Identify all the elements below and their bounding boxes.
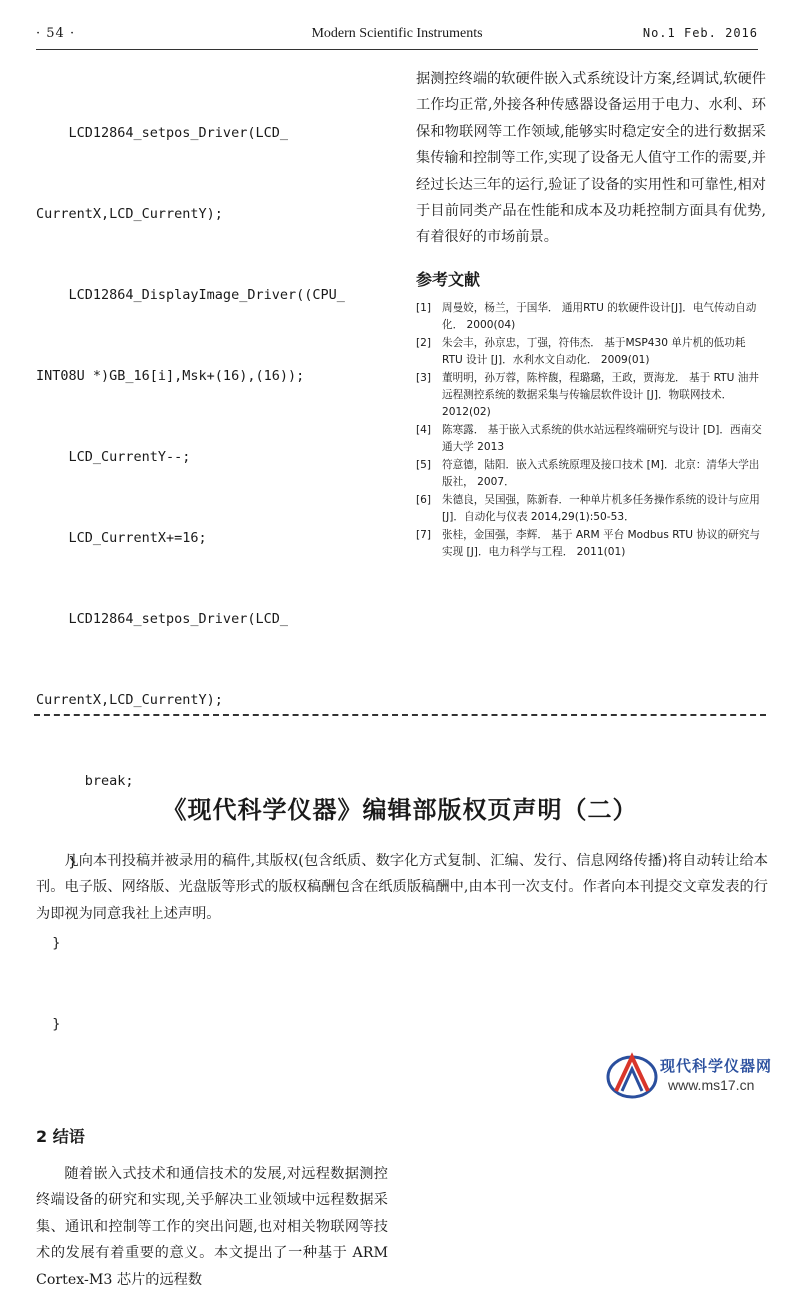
- conclusion-paragraph: 随着嵌入式技术和通信技术的发展,对远程数据测控终端设备的研究和实现,关乎解决工业领域中远程数据采集、通讯和控制等工作的突出问题,也对相关物联网等技术的发展有着重要的意义。本文提出了一种基于 ARM Cortex-M3 芯片的远程数: [36, 1166, 388, 1288]
- reference-item: [416, 422, 766, 456]
- code-line: LCD12864_setpos_Driver(LCD_: [36, 125, 288, 141]
- right-column: [416, 66, 766, 562]
- code-line: INT08U *)GB_16[i],Msk+(16),(16));: [36, 368, 305, 384]
- reference-number: [6]: [416, 493, 432, 506]
- code-line: }: [36, 1016, 61, 1032]
- reference-text: 朱德良，吴国强，陈新春．一种单片机多任务操作系统的设计与应用 [J]．自动化与仪表 2014,29(1):50-53．: [442, 493, 760, 523]
- reference-item: [416, 370, 766, 421]
- reference-item: [416, 457, 766, 491]
- reference-number: [7]: [416, 528, 432, 541]
- reference-item: [416, 300, 766, 334]
- site-watermark-logo: [602, 1047, 792, 1105]
- reference-list: [416, 300, 766, 561]
- journal-name: Modern Scientific Instruments: [311, 26, 483, 41]
- running-header: [36, 26, 758, 46]
- reference-text: 张桂，金国强，李辉． 基于 ARM 平台 Modbus RTU 协议的研究与实现 [J]．电力科学与工程． 2011(01): [442, 528, 760, 558]
- section-heading: 2 结语: [36, 1127, 85, 1146]
- reference-item: [416, 335, 766, 369]
- notice-title: 《现代科学仪器》编辑部版权页声明（二）: [162, 796, 638, 824]
- dashed-separator: [34, 714, 766, 716]
- code-line: LCD12864_DisplayImage_Driver((CPU_: [36, 287, 345, 303]
- code-line: LCD_CurrentX+=16;: [36, 530, 207, 546]
- code-line: }: [36, 854, 77, 870]
- reference-number: [3]: [416, 371, 432, 384]
- code-line: LCD_CurrentY--;: [36, 449, 191, 465]
- reference-text: 周曼姣，杨兰，于国华． 通用RTU 的软硬件设计[J]．电气传动自动化． 2000(04): [442, 301, 757, 331]
- left-column: [36, 66, 388, 1293]
- logo-emblem-icon: [602, 1047, 662, 1105]
- code-listing: [36, 66, 388, 1092]
- reference-item: [416, 527, 766, 561]
- reference-number: [2]: [416, 336, 432, 349]
- reference-text: 符意德，陆阳．嵌入式系统原理及接口技术 [M]．北京：清华大学出版社， 2007．: [442, 458, 760, 488]
- reference-text: 董明明，孙万蓉，陈梓馥，程璐璐，王政，贾海龙． 基于 RTU 油井远程测控系统的数据采集与传输层软件设计 [J]．物联网技术． 2012(02): [442, 371, 759, 418]
- reference-number: [5]: [416, 458, 432, 471]
- code-line: break;: [36, 773, 134, 789]
- notice-body: 凡向本刊投稿并被录用的稿件,其版权(包含纸质、数字化方式复制、汇编、发行、信息网络传播)将自动转让给本刊。电子版、网络版、光盘版等形式的版权稿酬包含在纸质版稿酬中,由本刊一次支付。作者向本刊提交文章发表的行为即视为同意我社上述声明。: [36, 853, 768, 922]
- code-line: CurrentX,LCD_CurrentY);: [36, 692, 223, 708]
- code-line: }: [36, 935, 61, 951]
- reference-number: [1]: [416, 301, 432, 314]
- reference-number: [4]: [416, 423, 432, 436]
- watermark-brand: 现代科学仪器网: [660, 1057, 773, 1075]
- code-line: LCD12864_setpos_Driver(LCD_: [36, 611, 288, 627]
- code-line: CurrentX,LCD_CurrentY);: [36, 206, 223, 222]
- reference-text: 朱会丰，孙京忠，丁强，符伟杰． 基于MSP430 单片机的低功耗 RTU 设计 [J]．水利水文自动化． 2009(01): [442, 336, 746, 366]
- reference-text: 陈寒露． 基于嵌入式系统的供水站远程终端研究与设计 [D]．西南交通大学 2013: [442, 423, 762, 453]
- watermark-url: www.ms17.cn: [668, 1077, 755, 1093]
- conclusion-paragraph-continued: 据测控终端的软硬件嵌入式系统设计方案,经调试,软硬件工作均正常,外接各种传感器设备运用于电力、水利、环保和物联网等工作领域,能够实时稳定安全的进行数据采集传输和控制等工作,实现了设备无人值守工作的需要,并经过长达三年的运行,验证了设备的实用性和可靠性,相对于目前同类产品在性能和成本及功耗控制方面具有优势,有着很好的市场前景。: [416, 71, 766, 246]
- issue-info: No.1 Feb. 2016: [642, 26, 758, 40]
- reference-item: [416, 492, 766, 526]
- header-rule: [36, 49, 758, 50]
- page-number: · 54 ·: [36, 26, 76, 41]
- references-heading: 参考文献: [416, 269, 481, 289]
